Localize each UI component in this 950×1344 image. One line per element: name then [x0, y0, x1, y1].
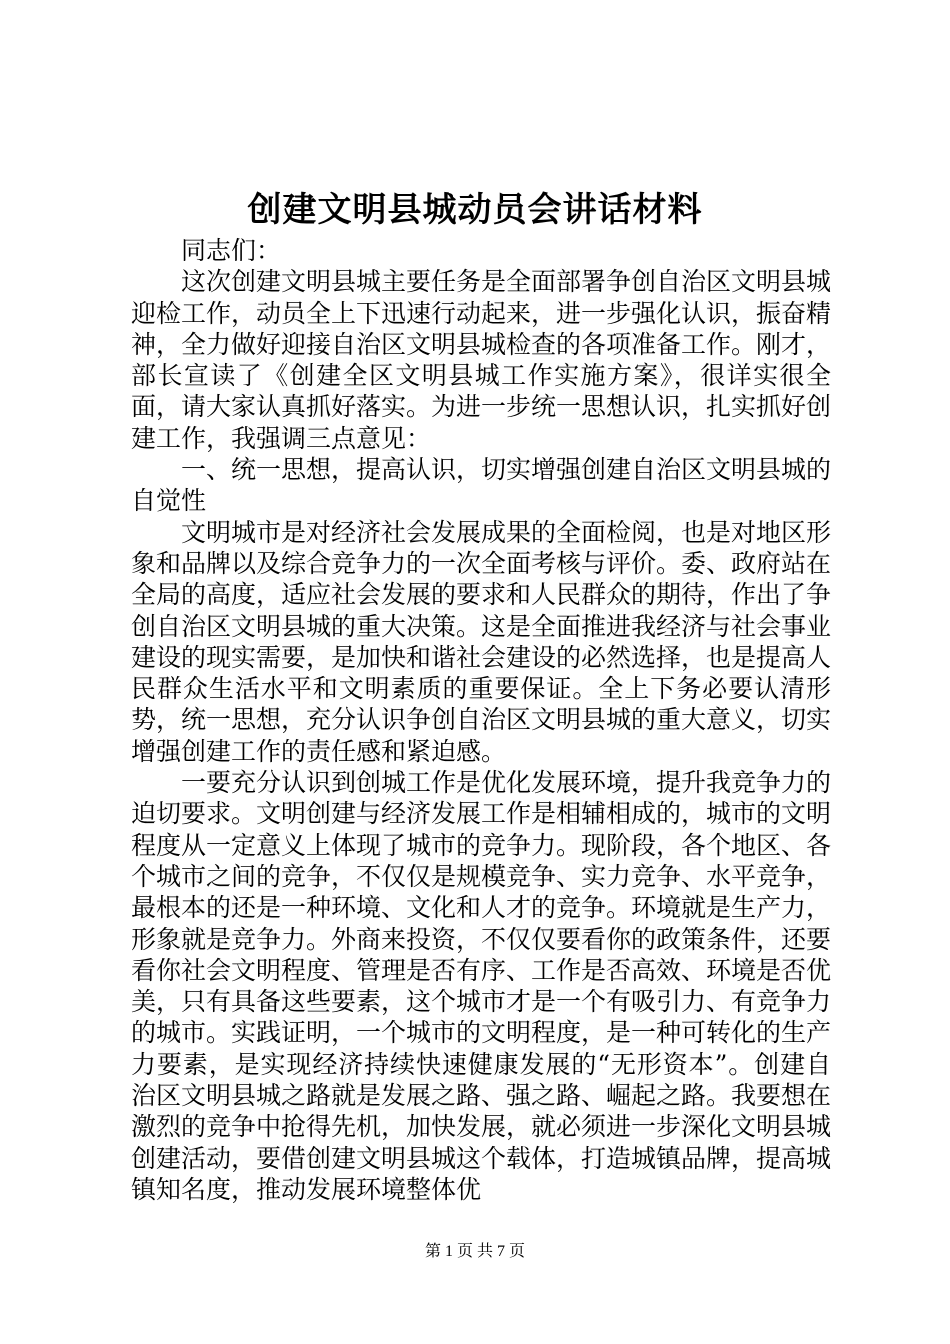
document-body	[131, 235, 831, 1205]
document-title: 创建文明县城动员会讲话材料	[247, 190, 703, 230]
section-heading: 一、统一思想，提高认识，切实增强创建自治区文明县城的自觉性	[131, 455, 832, 516]
page-footer: 第 1 页 共 7 页	[424, 1243, 525, 1260]
body-paragraph: 一要充分认识到创城工作是优化发展环境，提升我竞争力的迫切要求。文明创建与经济发展工作是相辅相成的，城市的文明程度从一定意义上体现了城市的竞争力。现阶段，各个地区、各个城市之间的竞争，不仅仅是规模竞争、实力竞争、水平竞争，最根本的还是一种环境、文化和人才的竞争。环境就是生产力，形象就是竞争力。外商来投资，不仅仅要看你的政策条件，还要看你社会文明程度、管理是否有序、工作是否高效、环境是否优美，只有具备这些要素，这个城市才是一个有吸引力、有竞争力的城市。实践证明，一个城市的文明程度，是一种可转化的生产力要素，是实现经济持续快速健康发展的“无形资本”。创建自治区文明县城之路就是发展之路、强之路、崛起之路。我要想在激烈的竞争中抢得先机，加快发展，就必须进一步深化文明县城创建活动，要借创建文明县城这个载体，打造城镇品牌，提高城镇知名度，推动发展环境整体优	[131, 768, 832, 1204]
intro-paragraph: 这次创建文明县城主要任务是全面部署争创自治区文明县城迎检工作，动员全上下迅速行动起来，进一步强化认识，振奋精神，全力做好迎接自治区文明县城检查的各项准备工作。刚才，部长宣读了《创建全区文明县城工作实施方案》，很详实很全面，请大家认真抓好落实。为进一步统一思想认识，扎实抓好创建工作，我强调三点意见：	[131, 267, 832, 453]
salutation-paragraph: 同志们：	[181, 236, 282, 265]
body-paragraph: 文明城市是对经济社会发展成果的全面检阅，也是对地区形象和品牌以及综合竞争力的一次全面考核与评价。委、政府站在全局的高度，适应社会发展的要求和人民群众的期待，作出了争创自治区文明县城的重大决策。这是全面推进我经济与社会事业建设的现实需要，是加快和谐社会建设的必然选择，也是提高人民群众生活水平和文明素质的重要保证。全上下务必要认清形势，统一思想，充分认识争创自治区文明县城的重大意义，切实增强创建工作的责任感和紧迫感。	[131, 517, 832, 766]
